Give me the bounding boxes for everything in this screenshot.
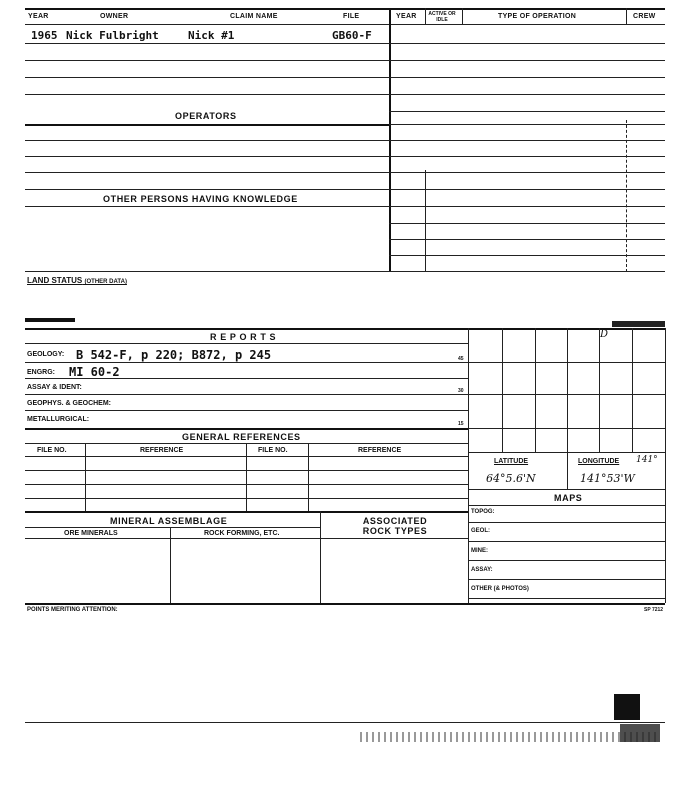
longitude-extra: 141° (636, 455, 658, 465)
header-divider (25, 24, 665, 25)
gr-col-line (246, 443, 247, 511)
maps-assay: ASSAY: (471, 567, 493, 573)
reports-row-line (25, 410, 468, 411)
grid-row (468, 428, 665, 429)
general-references-title: GENERAL REFERENCES (182, 432, 301, 442)
row-line (25, 206, 389, 207)
right-row-line (389, 255, 665, 256)
maps-row-line (468, 541, 665, 542)
row-line (25, 77, 389, 78)
geophys-label: GEOPHYS. & GEOCHEM: (27, 400, 112, 407)
row1-file: GB60-F (332, 29, 372, 42)
right-row-line (389, 43, 665, 44)
right-row-line (389, 206, 665, 207)
year2-header: YEAR (396, 13, 417, 20)
operators-line (25, 124, 389, 126)
geology-value: B 542-F, p 220; B872, p 245 (76, 348, 272, 362)
col-line (626, 8, 627, 24)
gr-reference-2: REFERENCE (358, 447, 402, 454)
grid-col (567, 328, 568, 452)
row-line (25, 172, 389, 173)
gr-col-line (308, 443, 309, 511)
row-line (25, 156, 389, 157)
right-row-line (389, 156, 665, 157)
geology-label: GEOLOGY: (27, 351, 65, 358)
longitude-value: 141°53'W (580, 472, 635, 485)
grid-col (502, 328, 503, 452)
maps-mine: MINE: (471, 548, 488, 554)
reports-divider (25, 343, 468, 344)
maps-geol: GEOL: (471, 528, 490, 534)
col-line (425, 8, 426, 24)
right-row-line (389, 77, 665, 78)
latitude-label: LATITUDE (494, 458, 529, 465)
reports-row-line (25, 362, 468, 363)
maps-row-line (468, 579, 665, 580)
row-line (25, 43, 389, 44)
reports-top-border (25, 328, 665, 330)
type-operation-header: TYPE OF OPERATION (498, 13, 577, 20)
row-line (25, 60, 389, 61)
right-row-line (389, 223, 665, 224)
row1-claim-name: Nick #1 (188, 29, 235, 42)
file-header: FILE (343, 13, 360, 20)
other-persons-label: OTHER PERSONS HAVING KNOWLEDGE (103, 194, 298, 204)
col-line (462, 8, 463, 24)
right-row-line (389, 60, 665, 61)
section-bottom-line (25, 271, 665, 272)
reports-row-line (25, 378, 468, 379)
gr-file-no-2: FILE NO. (258, 447, 288, 454)
form-number: SP 7212 (644, 607, 664, 613)
scale-number: 30 (458, 388, 464, 394)
owner-header: OWNER (100, 13, 129, 20)
maps-divider (468, 505, 665, 506)
top-border (25, 8, 665, 10)
operators-label: OPERATORS (175, 111, 237, 121)
maps-title: MAPS (554, 493, 583, 503)
mineral-divider (25, 527, 320, 528)
mineral-col (320, 511, 321, 603)
right-row-line (389, 189, 665, 190)
grid-col (535, 328, 536, 452)
maps-other: OTHER (& PHOTOS) (471, 586, 529, 592)
reports-title: R E P O R T S (210, 332, 277, 342)
row1-owner: Nick Fulbright (66, 29, 159, 42)
maps-row-line (468, 598, 665, 599)
land-status-label: LAND STATUS (OTHER DATA) (27, 276, 127, 285)
latlong-divider (567, 452, 568, 489)
points-meriting-attention: POINTS MERITING ATTENTION: (27, 607, 118, 613)
maps-row-line (468, 522, 665, 523)
assay-ident-label: ASSAY & IDENT: (27, 384, 82, 391)
rock-forming-header: ROCK FORMING, ETC. (204, 530, 280, 537)
scale-number: 15 (458, 421, 464, 427)
active-idle-header: ACTIVE OR IDLE (428, 11, 456, 23)
reports-row-line (25, 394, 468, 395)
metallurgical-label: METALLURGICAL: (27, 416, 90, 423)
associated-rock-types: ASSOCIATED ROCK TYPES (362, 516, 428, 536)
bottom-border (25, 603, 665, 605)
latitude-value: 64°5.6'N (486, 472, 536, 485)
crew-header: CREW (633, 13, 656, 20)
right-row-line (389, 111, 665, 112)
row-line (25, 189, 389, 190)
scan-noise (360, 732, 660, 742)
row-line (25, 140, 389, 141)
grid-col (599, 328, 600, 452)
grid-row (468, 362, 665, 363)
right-panel-divider (468, 328, 469, 603)
scan-mark (612, 321, 665, 327)
scan-mark (620, 724, 660, 742)
right-row-line (389, 140, 665, 141)
right-row-line (389, 172, 665, 173)
mineral-header-line (25, 538, 468, 539)
mineral-top-line (25, 511, 468, 513)
grid-row (468, 394, 665, 395)
grid-col (632, 328, 633, 452)
engrg-label: ENGRG: (27, 369, 55, 376)
scan-mark (614, 694, 640, 720)
gr-file-no-1: FILE NO. (37, 447, 67, 454)
right-row-line (389, 94, 665, 95)
reports-bottom-line (25, 428, 468, 430)
year-header: YEAR (28, 13, 49, 20)
row1-year: 1965 (31, 29, 58, 42)
right-border (665, 328, 666, 603)
maps-row-line (468, 560, 665, 561)
ore-minerals-header: ORE MINERALS (64, 530, 118, 537)
maps-topog: TOPOG: (471, 509, 495, 515)
maps-top-line (468, 489, 665, 490)
gr-col-line (85, 443, 86, 511)
col-line (425, 170, 426, 272)
row-line (25, 94, 389, 95)
col-line (626, 120, 627, 272)
grid-mark: D (600, 329, 609, 340)
gr-reference-1: REFERENCE (140, 447, 184, 454)
scan-line (25, 722, 665, 723)
mineral-assemblage-title: MINERAL ASSEMBLAGE (110, 516, 228, 526)
right-row-line (389, 124, 665, 125)
scan-mark (25, 318, 75, 322)
longitude-label: LONGITUDE (578, 458, 620, 465)
mineral-col (170, 527, 171, 603)
right-row-line (389, 239, 665, 240)
scale-number: 45 (458, 356, 464, 362)
engrg-value: MI 60-2 (69, 365, 120, 379)
claim-name-header: CLAIM NAME (230, 13, 278, 20)
